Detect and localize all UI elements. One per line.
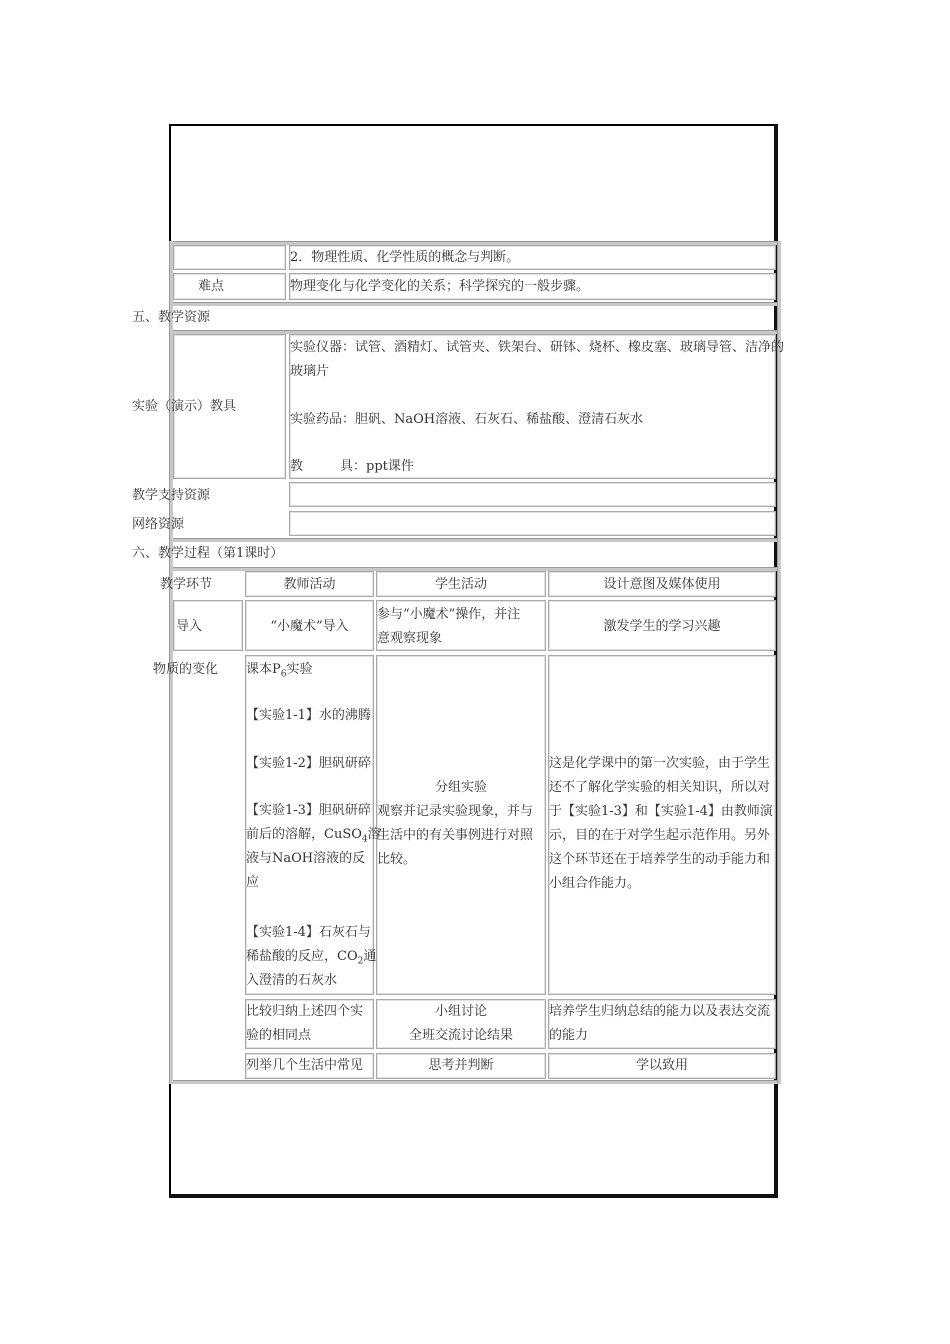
student-activity: 分组实验	[434, 780, 487, 795]
student-activity: 参与“小魔术”操作，并注	[377, 607, 521, 622]
design-intent: 于【实验1-3】和【实验1-4】由教师演	[549, 804, 773, 819]
section-heading: 六、教学过程（第1课时）	[132, 546, 284, 561]
design-intent: 学以致用	[635, 1058, 688, 1073]
design-intent: 还不了解化学实验的相关知识，所以对	[549, 780, 771, 795]
teacher-activity: 比较归纳上述四个实	[246, 1004, 364, 1019]
reagents-text: 实验药品：胆矾、NaOH溶液、石灰石、稀盐酸、澄清石灰水	[290, 412, 644, 427]
student-activity: 观察并记录实验现象，并与	[377, 804, 534, 819]
stage-label: 导入	[176, 619, 203, 634]
table-cell	[289, 511, 776, 536]
key-point-content: 2．物理性质、化学性质的概念与判断。	[290, 250, 520, 265]
equipment-label: 实验（演示）教具	[132, 399, 237, 414]
design-intent: 这是化学课中的第一次实验，由于学生	[549, 756, 771, 771]
design-intent: 培养学生归纳总结的能力以及表达交流	[549, 1004, 771, 1019]
design-intent: 这个环节还在于培养学生的动手能力和	[549, 852, 771, 867]
student-activity: 小组讨论	[434, 1004, 487, 1019]
teacher-activity: 验的相同点	[246, 1028, 312, 1043]
section-heading: 五、教学资源	[132, 310, 211, 325]
design-intent: 示，目的在于对学生起示范作用。另外	[549, 828, 771, 843]
instruments-text: 玻璃片	[290, 364, 330, 379]
design-intent: 激发学生的学习兴趣	[603, 619, 721, 634]
table-rule	[777, 241, 781, 1083]
difficulty-label: 难点	[197, 279, 224, 294]
column-header: 教师活动	[283, 577, 336, 592]
stage-label: 物质的变化	[153, 662, 219, 677]
teacher-activity: 【实验1-1】水的沸腾	[246, 708, 371, 723]
teacher-activity: 课本$P_6$实验	[246, 662, 313, 680]
instruments-text: 实验仪器：试管、酒精灯、试管夹、铁架台、研钵、烧杯、橡皮塞、玻璃导管、洁净的	[290, 340, 785, 355]
column-header: 设计意图及媒体使用	[603, 577, 721, 592]
design-intent: 小组合作能力。	[549, 876, 641, 891]
teacher-activity: 【实验1-3】胆矾研碎	[246, 803, 371, 818]
tools-value: 具：ppt课件	[340, 459, 414, 474]
teacher-activity: 应	[246, 875, 260, 890]
difficulty-content: 物理变化与化学变化的关系；科学探究的一般步骤。	[290, 279, 590, 294]
student-activity: 思考并判断	[428, 1058, 494, 1073]
table-cell	[289, 482, 776, 507]
student-activity: 全班交流讨论结果	[408, 1028, 513, 1043]
column-header: 学生活动	[434, 577, 487, 592]
table-cell	[173, 245, 286, 270]
teacher-activity: 入澄清的石灰水	[246, 973, 338, 988]
teacher-activity: 液与NaOH溶液的反	[246, 851, 366, 866]
design-intent: 的能力	[549, 1028, 589, 1043]
teacher-activity: 【实验1-4】石灰石与	[246, 925, 371, 940]
tools-label: 教	[290, 459, 304, 474]
teacher-activity: 列举几个生活中常见	[246, 1058, 364, 1073]
teacher-activity: 稀盐酸的反应，$CO_2$通	[246, 949, 377, 967]
table-rule	[169, 302, 781, 306]
student-activity: 生活中的有关事例进行对照	[377, 828, 534, 843]
student-activity: 比较。	[377, 852, 417, 867]
student-activity: 意观察现象	[377, 631, 443, 646]
support-resources-label: 教学支持资源	[132, 488, 211, 503]
table-rule	[169, 1080, 781, 1084]
column-header: 教学环节	[160, 577, 213, 592]
network-resources-label: 网络资源	[132, 517, 185, 532]
teacher-activity: “小魔术”导入	[270, 619, 349, 634]
teacher-activity: 【实验1-2】胆矾研碎	[246, 756, 371, 771]
teacher-activity: 前后的溶解，CuSO$_4$溶	[246, 827, 381, 845]
